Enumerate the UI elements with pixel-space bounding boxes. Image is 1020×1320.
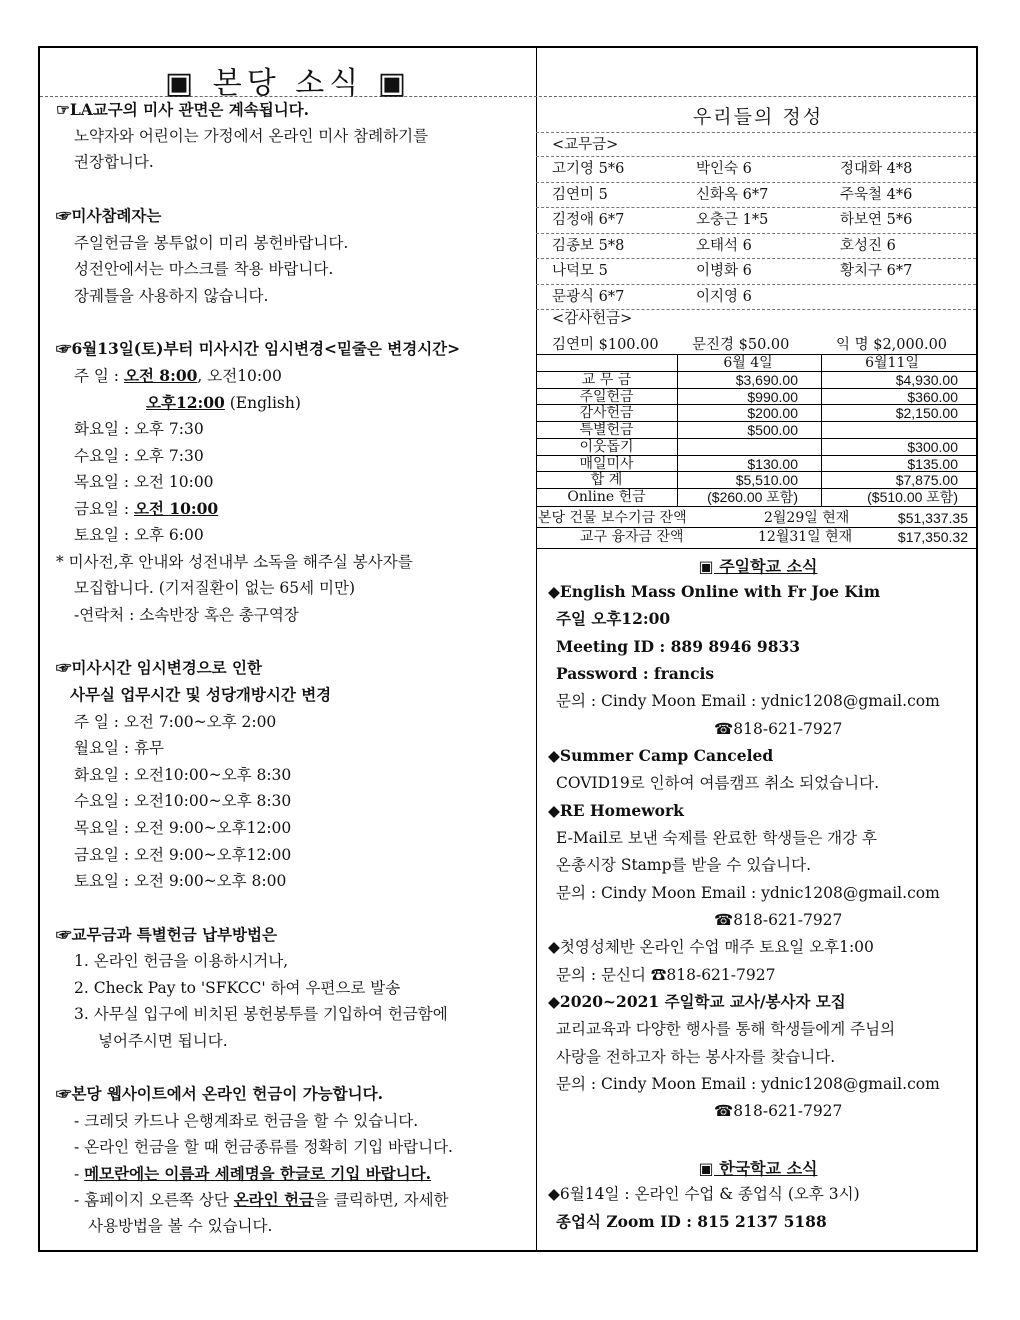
day-label: 주 일 :: [74, 367, 120, 385]
fund-date: 12월31일 현재: [758, 529, 853, 545]
kyomu-entry: 이병화 6: [696, 263, 752, 279]
offering-amount: $135.00: [907, 455, 958, 472]
dash: -: [74, 1165, 85, 1183]
english-mass-item: ◆English Mass Online with Fr Joe Kim: [548, 582, 881, 601]
text: - 홈페이지 오른쪽 상단: [74, 1191, 234, 1209]
separator: [536, 132, 976, 133]
homework-item: ◆RE Homework: [548, 801, 684, 820]
fund-label: 본당 건물 보수기금 잔액: [538, 510, 687, 526]
korean-school-heading: ▣ 한국학교 소식: [698, 1159, 818, 1178]
kyomu-entry: 오태석 6: [696, 237, 752, 254]
english-label: (English): [229, 394, 301, 412]
offering-type: 주일헌금: [579, 388, 634, 405]
offering-type: Online 헌금: [567, 488, 646, 505]
kyomu-entry: 주욱철 4*6: [840, 186, 913, 203]
kyomu-entry: 문광식 6*7: [552, 288, 625, 305]
hours-monday: 월요일 : 휴무: [74, 739, 164, 757]
text-line: 노약자와 어린이는 가정에서 온라인 미사 참례하기를: [74, 127, 429, 145]
text-line: 온총시장 Stamp를 받을 수 있습니다.: [556, 856, 812, 874]
kyomu-heading: <교무금>: [552, 137, 619, 153]
contact-phone: 문의 : 문신디 ☎818-621-7927: [556, 966, 776, 984]
row-separator: [536, 233, 976, 234]
online-giving-note: [74, 1164, 431, 1184]
offering-amount: $300.00: [907, 438, 958, 455]
table-border: [677, 354, 678, 506]
kyomu-entry: 호성진 6: [840, 237, 896, 254]
day-label: 금요일 :: [74, 500, 130, 518]
meeting-password: Password : francis: [556, 664, 715, 683]
kyomu-entry: 오충근 1*5: [696, 212, 769, 228]
column-divider: [536, 48, 537, 1250]
schedule-wednesday: 수요일 : 오후 7:30: [74, 447, 204, 465]
schedule-sunday: [74, 366, 282, 386]
online-giving-note: 사용방법을 볼 수 있습니다.: [88, 1217, 273, 1235]
offering-amount: $5,510.00: [735, 472, 798, 489]
schedule-saturday: 토요일 : 오후 6:00: [74, 526, 204, 544]
mass-dispensation-heading: ☞LA교구의 미사 관면은 계속됩니다.: [56, 100, 310, 119]
offering-type: 합 계: [590, 472, 623, 489]
kyomu-entry: 정대화 4*8: [840, 161, 913, 177]
text-line: COVID19로 인하여 여름캠프 취소 되었습니다.: [556, 774, 879, 792]
online-giving-note: - 크레딧 카드나 은행계좌로 헌금을 할 수 있습니다.: [74, 1112, 419, 1130]
fund-balance: $51,337.35: [897, 510, 968, 526]
payment-method: 2. Check Pay to 'SFKCC' 하여 우편으로 발송: [74, 979, 401, 997]
online-giving-heading: ☞본당 웹사이트에서 온라인 헌금이 가능합니다.: [56, 1084, 383, 1103]
online-giving-note: [74, 1190, 449, 1210]
row-separator: [536, 182, 976, 183]
volunteer-recruit-item: ◆2020~2021 주일학교 교사/봉사자 모집: [548, 992, 846, 1011]
offering-type: 매일미사: [579, 455, 634, 472]
summer-camp-item: ◆Summer Camp Canceled: [548, 746, 774, 765]
offering-amount: $500.00: [747, 422, 798, 439]
text-line: 성전안에서는 마스크를 착용 바랍니다.: [74, 260, 334, 278]
gamsa-entry: 익 명 $2,000.00: [836, 337, 948, 353]
offerings-title: 우리들의 정성: [692, 106, 824, 128]
text-line: 주일헌금을 봉투없이 미리 봉헌바랍니다.: [74, 234, 349, 252]
kyomu-entry: 김연미 5: [552, 186, 608, 203]
table-border: [821, 354, 822, 506]
hours-wednesday: 수요일 : 오전10:00~오후 8:30: [74, 792, 292, 810]
schedule-thursday: 목요일 : 오전 10:00: [74, 473, 214, 491]
changed-time: 오전 10:00: [134, 499, 219, 518]
column-date: 6월 4일: [723, 355, 773, 371]
offering-amount: ($510.00 포함): [867, 488, 958, 505]
hours-tuesday: 화요일 : 오전10:00~오후 8:30: [74, 766, 292, 784]
english-mass-time: 주일 오후12:00: [556, 609, 671, 628]
fund-date: 2월29일 현재: [764, 510, 850, 526]
korean-school-item: ◆6월14일 : 온라인 수업 & 종업식 (오후 3시): [548, 1185, 860, 1203]
kyomu-entry: 황치구 6*7: [840, 263, 913, 279]
online-giving-note: - 온라인 헌금을 할 때 헌금종류를 정확히 기입 바랍니다.: [74, 1138, 453, 1156]
hours-friday: 금요일 : 오전 9:00~오후12:00: [74, 846, 292, 864]
hours-saturday: 토요일 : 오전 9:00~오후 8:00: [74, 872, 287, 890]
offering-type: 교 무 금: [581, 372, 632, 388]
office-hours-subheading: 사무실 업무시간 및 성당개방시간 변경: [70, 685, 332, 704]
schedule-friday: [74, 499, 218, 519]
offering-amount: $3,690.00: [735, 372, 798, 388]
contact-phone: ☎818-621-7927: [714, 911, 843, 929]
offering-amount: ($260.00 포함): [707, 488, 798, 505]
row-separator: [536, 258, 976, 259]
row-separator: [536, 309, 976, 310]
kyomu-entry: 김종보 5*8: [552, 237, 625, 254]
contact-email: 문의 : Cindy Moon Email : ydnic1208@gmail.com: [556, 692, 940, 710]
payment-method: 넣어주시면 됩니다.: [98, 1032, 228, 1050]
kyomu-entry: 이지영 6: [696, 288, 752, 305]
kyomu-entry: 하보연 5*6: [840, 212, 913, 228]
kyomu-entry: 고기영 5*6: [552, 161, 625, 177]
table-border: [536, 527, 976, 528]
row-separator: [536, 207, 976, 208]
volunteer-contact: -연락처 : 소속반장 혹은 총구역장: [74, 606, 299, 624]
offering-type: 특별헌금: [579, 422, 634, 439]
first-communion-item: ◆첫영성체반 온라인 수업 매주 토요일 오후1:00: [548, 938, 874, 956]
bulletin-page: [38, 46, 978, 1252]
fund-label: 교구 융자금 잔액: [580, 529, 684, 545]
volunteer-note: * 미사전,후 안내와 성전내부 소독을 해주실 봉사자를: [56, 553, 413, 571]
payment-method: 1. 온라인 헌금을 이용하시거나,: [74, 952, 289, 970]
memo-instruction: 메모란에는 이름과 세례명을 한글로 기입 바랍니다.: [84, 1164, 431, 1183]
row-separator: [536, 156, 976, 157]
offering-amount: $4,930.00: [895, 372, 958, 388]
kyomu-entry: 김정애 6*7: [552, 212, 625, 228]
volunteer-note: 모집합니다. (기저질환이 없는 65세 미만): [74, 579, 356, 597]
time: , 오전10:00: [197, 367, 282, 385]
text-line: 교리교육과 다양한 행사를 통해 학생들에게 주님의: [556, 1020, 896, 1038]
kyomu-entry: 박인숙 6: [696, 161, 752, 177]
changed-time: 오후12:00: [146, 393, 225, 412]
table-border: [536, 548, 976, 549]
text-line: 장궤틀을 사용하지 않습니다.: [74, 287, 269, 305]
payment-methods-heading: ☞교무금과 특별헌금 납부방법은: [56, 925, 277, 944]
offering-amount: $990.00: [747, 388, 798, 405]
sunday-school-heading: ▣ 주일학교 소식: [698, 557, 818, 576]
hours-sunday: 주 일 : 오전 7:00~오후 2:00: [74, 713, 277, 731]
schedule-sunday-english: [146, 393, 301, 413]
kyomu-entry: 신화옥 6*7: [696, 186, 769, 203]
contact-phone: ☎818-621-7927: [714, 720, 843, 738]
text-line: 권장합니다.: [74, 153, 154, 171]
offering-amount: $130.00: [747, 455, 798, 472]
mass-schedule-heading: ☞6월13일(토)부터 미사시간 임시변경<밑줄은 변경시간>: [56, 339, 461, 358]
table-border: [536, 506, 976, 507]
contact-email: 문의 : Cindy Moon Email : ydnic1208@gmail.com: [556, 1075, 940, 1093]
schedule-tuesday: 화요일 : 오후 7:30: [74, 420, 204, 438]
hours-thursday: 목요일 : 오전 9:00~오후12:00: [74, 819, 292, 837]
payment-method: 3. 사무실 입구에 비치된 봉헌봉투를 기입하여 헌금함에: [74, 1005, 448, 1023]
attendees-heading: ☞미사참례자는: [56, 206, 162, 225]
contact-email: 문의 : Cindy Moon Email : ydnic1208@gmail.com: [556, 884, 940, 902]
column-date: 6월11일: [865, 355, 919, 371]
offering-amount: $360.00: [907, 388, 958, 405]
offering-amount: $7,875.00: [895, 472, 958, 489]
gamsa-entry: 김연미 $100.00: [552, 337, 659, 353]
kyomu-entry: 나덕모 5: [552, 263, 608, 279]
meeting-id: Meeting ID : 889 8946 9833: [556, 637, 801, 656]
text-line: E-Mail로 보낸 숙제를 완료한 학생들은 개강 후: [556, 829, 877, 847]
offering-amount: $200.00: [747, 405, 798, 422]
fund-balance: $17,350.32: [897, 529, 968, 545]
text: 을 클릭하면, 자세한: [313, 1191, 449, 1209]
gamsa-entry: 문진경 $50.00: [692, 337, 790, 353]
offering-type: 이웃돕기: [579, 438, 634, 455]
contact-phone: ☎818-621-7927: [714, 1102, 843, 1120]
online-giving-link[interactable]: 온라인 헌금: [233, 1190, 314, 1209]
offering-type: 감사헌금: [579, 405, 634, 422]
text-line: 사랑을 전하고자 하는 봉사자를 찾습니다.: [556, 1048, 836, 1066]
office-hours-heading: ☞미사시간 임시변경으로 인한: [56, 658, 262, 677]
gamsa-heading: <감사헌금>: [552, 311, 633, 327]
changed-time: 오전 8:00: [123, 366, 198, 385]
offering-amount: $2,150.00: [895, 405, 958, 422]
page-title: ▣ 본당 소식 ▣: [164, 66, 412, 101]
zoom-id: 종업식 Zoom ID : 815 2137 5188: [556, 1212, 827, 1231]
row-separator: [536, 284, 976, 285]
